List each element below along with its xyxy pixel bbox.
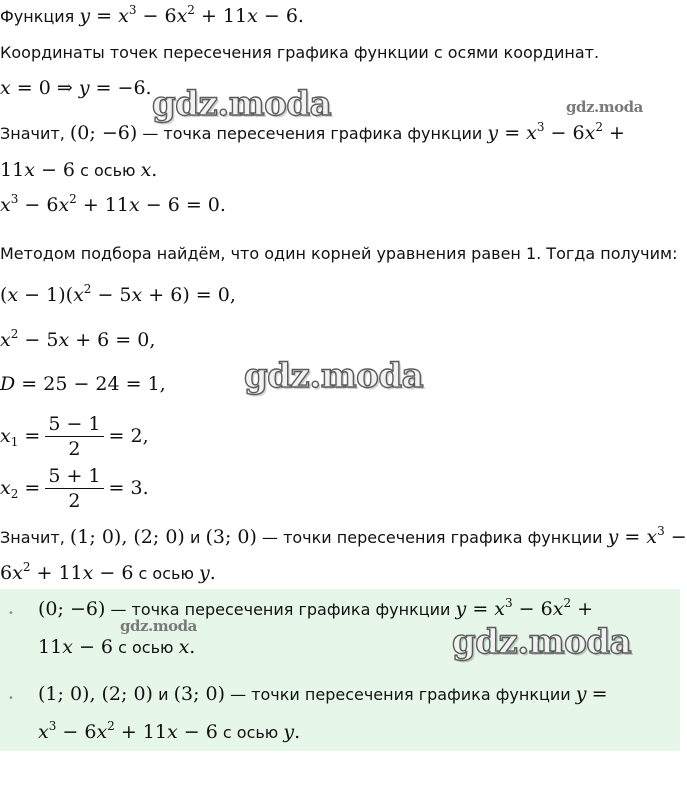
answer-points-list: (1; 0), (2; 0) — [38, 683, 153, 705]
answer-point-0-minus6: (0; −6) — [38, 598, 106, 620]
watermark-small: gdz.moda — [566, 98, 643, 116]
y-axis-intersection-line-cont: 11x − 6 с осью x. — [0, 159, 158, 181]
answer-item2-phrase: — точки пересечения графика функции — [230, 685, 571, 704]
function-formula-tail: 11x − 6 — [0, 159, 75, 181]
axis-x-symbol: x — [140, 159, 152, 181]
with-axis-label: с осью — [80, 161, 136, 180]
fraction-x2: $\frac{5 + 1}{2}$ — [45, 465, 103, 512]
answer-axis-x-symbol: x — [178, 636, 190, 658]
watermark-logo-2: gdz.moda — [244, 356, 424, 396]
root-x1: $x_1$ = $\frac{5 - 1}{2}$ = 2, — [0, 412, 149, 460]
cubic-equation: $x^3 - 6x^2 + 11x - 6 = 0$. — [0, 192, 226, 216]
factored-equation: $(x - 1)(x^2 - 5x + 6) = 0$, — [0, 282, 236, 306]
answer-function-formula-2: $x^3 - 6x^2 + 11x - 6$ — [38, 719, 218, 743]
answer-item2-axis: с осью — [222, 723, 279, 742]
answer-item1-phrase: — точка пересечения графика функции — [110, 600, 451, 619]
fraction-x1: $\frac{5 - 1}{2}$ — [45, 413, 103, 460]
answer-item-2-cont: $x^3 - 6x^2 + 11x - 6$ с осью y. — [38, 719, 301, 743]
answer-function-tail: 11x − 6 — [38, 636, 113, 658]
intro-label: Функция — [0, 7, 75, 26]
watermark-small-2: gdz.moda — [120, 617, 197, 635]
bullet-dot-1: • — [8, 608, 14, 619]
watermark-logo: gdz.moda — [152, 84, 332, 124]
answer-box — [0, 589, 680, 751]
points-phrase: — точки пересечения графика функции — [261, 528, 603, 547]
coords-heading: Координаты точек пересечения графика функции с осями координат. — [0, 43, 600, 62]
and-word: и — [189, 528, 201, 547]
answer-item-2: (1; 0), (2; 0) и (3; 0) — точки пересечения графика функции y = — [38, 683, 608, 705]
answer-item-1-cont: 11x − 6 с осью x. — [38, 636, 196, 658]
answer-function-formula: $y = x^3 - 6x^2$ + — [455, 596, 594, 620]
function-statement — [0, 3, 304, 27]
answer-item1-axis: с осью — [118, 638, 174, 657]
point-phrase: — точка пересечения графика функции — [142, 124, 483, 143]
point-0-minus6: (0; −6) — [69, 122, 138, 144]
conclusion-word: Значит, — [0, 124, 65, 143]
function-formula-tail-2: $6x^2 + 11x - 6$ — [0, 560, 134, 584]
x-axis-intersection-line-cont: $6x^2 + 11x - 6$ с осью y. — [0, 560, 216, 584]
conclusion-word-2: Значит, — [0, 528, 65, 547]
function-formula: $y = x^3 - 6x^2 + 11x - 6$. — [79, 3, 304, 27]
axis-y-symbol: y — [199, 562, 210, 584]
point-3-0: (3; 0) — [205, 526, 257, 548]
discriminant: D = 25 − 24 = 1, — [0, 373, 166, 395]
function-formula-inline: $y = x^3 - 6x^2$ + — [487, 120, 625, 144]
x-axis-intersection-line — [0, 524, 687, 548]
watermark-logo-3: gdz.moda — [452, 622, 632, 662]
points-list: (1; 0), (2; 0) — [69, 526, 185, 548]
quadratic-equation: $x^2 - 5x + 6 = 0$, — [0, 327, 156, 351]
bullet-dot-2: • — [8, 693, 14, 704]
with-axis-label-2: с осью — [138, 564, 194, 583]
answer-and-word: и — [158, 685, 169, 704]
y-axis-intersection-line — [0, 120, 625, 144]
method-text: Методом подбора найдём, что один корней уравнения равен 1. Тогда получим: — [0, 244, 678, 263]
answer-y-symbol: y — [575, 683, 587, 705]
x-zero-formula: x = 0 ⇒ y = −6. — [0, 77, 152, 99]
answer-axis-y-symbol: y — [283, 721, 295, 743]
function-formula-inline-2: $y = x^3$ − — [607, 524, 687, 548]
answer-point-3-0: (3; 0) — [173, 683, 226, 705]
root-x2: $x_2$ = $\frac{5 + 1}{2}$ = 3. — [0, 464, 149, 512]
